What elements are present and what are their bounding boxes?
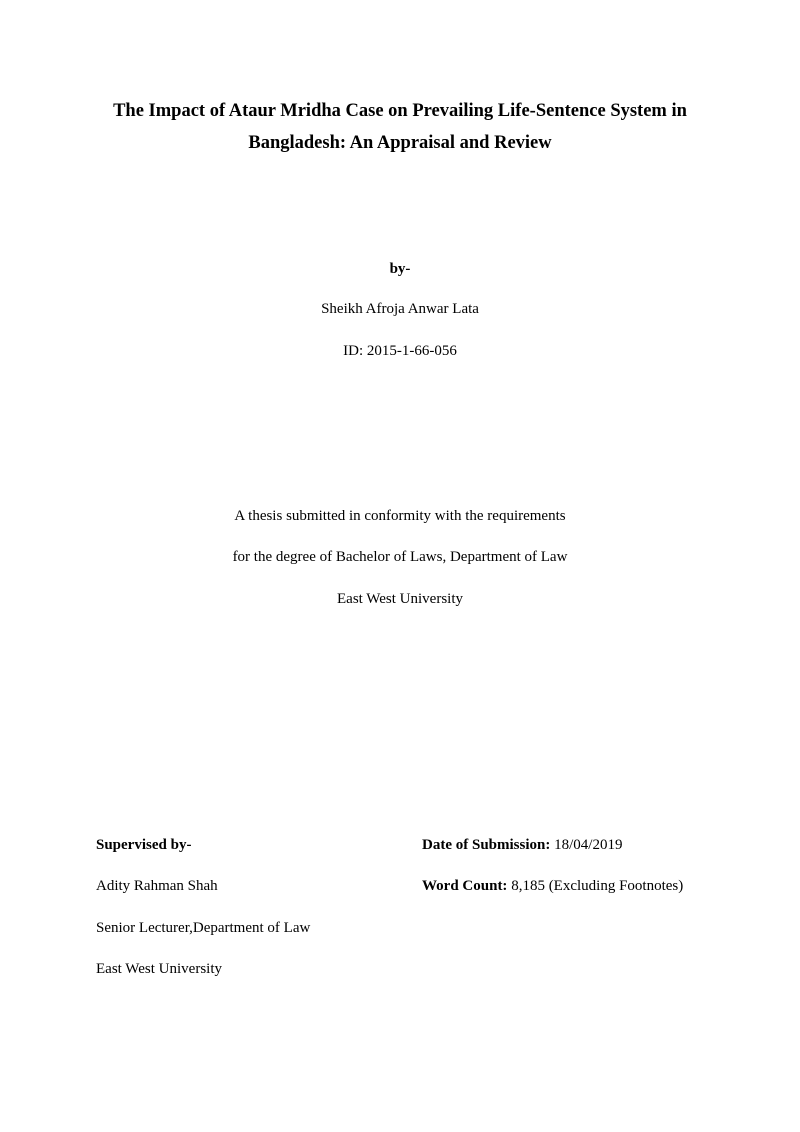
word-count (422, 876, 683, 896)
submission-date-value: 18/04/2019 (550, 837, 623, 853)
thesis-statement-line-1: A thesis submitted in conformity with the requirements (234, 508, 566, 524)
thesis-statement-line-3: East West University (337, 591, 463, 607)
supervisor-label: Supervised by- (96, 837, 192, 853)
supervisor-name: Adity Rahman Shah (96, 878, 218, 894)
student-id: ID: 2015-1-66-056 (343, 343, 457, 359)
word-count-label: Word Count: (422, 878, 508, 894)
supervisor-position: Senior Lecturer,Department of Law (96, 920, 311, 936)
by-label: by- (389, 261, 411, 277)
document-title-line-1: The Impact of Ataur Mridha Case on Prevailing Life-Sentence System in (113, 101, 687, 121)
submission-date (422, 835, 622, 855)
word-count-value: 8,185 (Excluding Footnotes) (507, 878, 684, 894)
thesis-statement-line-2: for the degree of Bachelor of Laws, Department of Law (232, 549, 568, 565)
supervisor-institution: East West University (96, 961, 222, 977)
document-title-line-2: Bangladesh: An Appraisal and Review (248, 133, 552, 153)
submission-date-label: Date of Submission: (422, 837, 551, 853)
author-name: Sheikh Afroja Anwar Lata (321, 301, 479, 317)
